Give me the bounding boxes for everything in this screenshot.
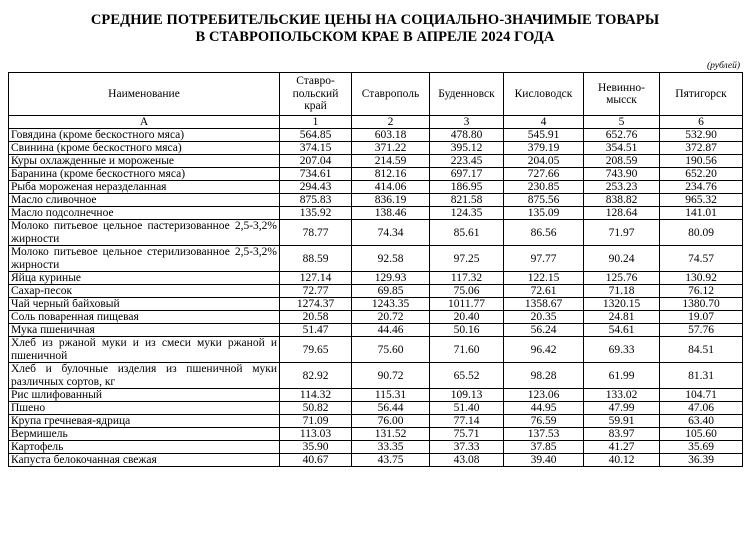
price-cell: 74.57 (660, 246, 743, 272)
price-cell: 40.67 (280, 454, 352, 467)
table-row (9, 337, 743, 363)
numbering-cell: 3 (430, 116, 504, 129)
price-cell: 114.32 (280, 389, 352, 402)
price-cell: 1011.77 (430, 298, 504, 311)
price-cell: 965.32 (660, 194, 743, 207)
product-name-cell: Рис шлифованный (9, 389, 280, 402)
price-cell: 294.43 (280, 181, 352, 194)
product-name-cell: Свинина (кроме бескостного мяса) (9, 142, 280, 155)
table-row (9, 454, 743, 467)
price-cell: 564.85 (280, 129, 352, 142)
price-cell: 47.06 (660, 402, 743, 415)
price-cell: 127.14 (280, 272, 352, 285)
price-cell: 71.09 (280, 415, 352, 428)
price-cell: 186.95 (430, 181, 504, 194)
price-cell: 104.71 (660, 389, 743, 402)
price-cell: 81.31 (660, 363, 743, 389)
price-cell: 69.85 (352, 285, 430, 298)
product-name-cell: Капуста белокочанная свежая (9, 454, 280, 467)
price-cell: 836.19 (352, 194, 430, 207)
price-cell: 50.16 (430, 324, 504, 337)
price-cell: 395.12 (430, 142, 504, 155)
price-cell: 138.46 (352, 207, 430, 220)
price-cell: 141.01 (660, 207, 743, 220)
price-cell: 39.40 (504, 454, 584, 467)
table-row (9, 142, 743, 155)
header-row (9, 73, 743, 116)
price-cell: 1274.37 (280, 298, 352, 311)
unit-label: (рублей) (706, 61, 740, 71)
price-cell: 131.52 (352, 428, 430, 441)
price-cell: 223.45 (430, 155, 504, 168)
numbering-cell: 4 (504, 116, 584, 129)
product-name-cell: Пшено (9, 402, 280, 415)
header-name: Наименование (9, 73, 280, 116)
price-cell: 83.97 (584, 428, 660, 441)
numbering-cell: А (9, 116, 280, 129)
table-row (9, 298, 743, 311)
price-cell: 74.34 (352, 220, 430, 246)
table-row (9, 272, 743, 285)
price-cell: 56.24 (504, 324, 584, 337)
price-cell: 92.58 (352, 246, 430, 272)
price-cell: 84.51 (660, 337, 743, 363)
price-cell: 113.03 (280, 428, 352, 441)
price-cell: 78.77 (280, 220, 352, 246)
price-cell: 57.76 (660, 324, 743, 337)
table-row (9, 246, 743, 272)
table-row (9, 324, 743, 337)
price-cell: 75.71 (430, 428, 504, 441)
price-cell: 37.33 (430, 441, 504, 454)
price-cell: 1243.35 (352, 298, 430, 311)
price-cell: 20.72 (352, 311, 430, 324)
title-line-1: СРЕДНИЕ ПОТРЕБИТЕЛЬСКИЕ ЦЕНЫ НА СОЦИАЛЬНО-ЗНАЧИМЫЕ ТОВАРЫ (90, 12, 660, 28)
price-cell: 204.05 (504, 155, 584, 168)
product-name-cell: Масло сливочное (9, 194, 280, 207)
price-cell: 478.80 (430, 129, 504, 142)
table-row (9, 155, 743, 168)
price-cell: 105.60 (660, 428, 743, 441)
price-cell: 56.44 (352, 402, 430, 415)
table-row (9, 441, 743, 454)
price-cell: 85.61 (430, 220, 504, 246)
price-cell: 40.12 (584, 454, 660, 467)
price-cell: 130.92 (660, 272, 743, 285)
product-name-cell: Хлеб из ржаной муки и из смеси муки ржаной и пшеничной (9, 337, 280, 363)
table-row (9, 415, 743, 428)
header-col-budennovsk: Буденновск (430, 73, 504, 116)
product-name-cell: Яйца куриные (9, 272, 280, 285)
price-cell: 133.02 (584, 389, 660, 402)
table-row (9, 389, 743, 402)
price-cell: 19.07 (660, 311, 743, 324)
header-col-stavropol: Ставрополь (352, 73, 430, 116)
price-cell: 652.76 (584, 129, 660, 142)
price-cell: 115.31 (352, 389, 430, 402)
price-cell: 414.06 (352, 181, 430, 194)
price-cell: 44.95 (504, 402, 584, 415)
price-cell: 128.64 (584, 207, 660, 220)
price-cell: 734.61 (280, 168, 352, 181)
price-cell: 821.58 (430, 194, 504, 207)
price-cell: 20.58 (280, 311, 352, 324)
price-cell: 379.19 (504, 142, 584, 155)
product-name-cell: Крупа гречневая-ядрица (9, 415, 280, 428)
table-body (9, 129, 743, 467)
price-cell: 90.24 (584, 246, 660, 272)
price-cell: 77.14 (430, 415, 504, 428)
product-name-cell: Молоко питьевое цельное стерилизованное 2,5-3,2% жирности (9, 246, 280, 272)
price-cell: 838.82 (584, 194, 660, 207)
price-cell: 1380.70 (660, 298, 743, 311)
price-cell: 135.09 (504, 207, 584, 220)
numbering-cell: 1 (280, 116, 352, 129)
price-cell: 125.76 (584, 272, 660, 285)
price-cell: 190.56 (660, 155, 743, 168)
price-cell: 33.35 (352, 441, 430, 454)
price-cell: 47.99 (584, 402, 660, 415)
price-cell: 20.35 (504, 311, 584, 324)
price-cell: 43.75 (352, 454, 430, 467)
price-cell: 20.40 (430, 311, 504, 324)
price-cell: 76.59 (504, 415, 584, 428)
price-cell: 79.65 (280, 337, 352, 363)
price-cell: 207.04 (280, 155, 352, 168)
product-name-cell: Вермишель (9, 428, 280, 441)
price-cell: 875.56 (504, 194, 584, 207)
price-cell: 214.59 (352, 155, 430, 168)
price-cell: 124.35 (430, 207, 504, 220)
price-cell: 371.22 (352, 142, 430, 155)
table-row (9, 428, 743, 441)
price-cell: 875.83 (280, 194, 352, 207)
price-cell: 109.13 (430, 389, 504, 402)
price-cell: 35.69 (660, 441, 743, 454)
price-cell: 61.99 (584, 363, 660, 389)
product-name-cell: Куры охлажденные и мороженые (9, 155, 280, 168)
price-cell: 97.77 (504, 246, 584, 272)
numbering-cell: 5 (584, 116, 660, 129)
table-row (9, 207, 743, 220)
header-col-region: Ставро-польский край (280, 73, 352, 116)
table-row (9, 129, 743, 142)
product-name-cell: Баранина (кроме бескостного мяса) (9, 168, 280, 181)
price-cell: 80.09 (660, 220, 743, 246)
table-row (9, 168, 743, 181)
price-cell: 98.28 (504, 363, 584, 389)
header-col-pyatigorsk: Пятигорск (660, 73, 743, 116)
price-table (8, 72, 743, 467)
product-name-cell: Хлеб и булочные изделия из пшеничной муки различных сортов, кг (9, 363, 280, 389)
price-cell: 97.25 (430, 246, 504, 272)
price-cell: 71.60 (430, 337, 504, 363)
price-cell: 727.66 (504, 168, 584, 181)
numbering-cell: 2 (352, 116, 430, 129)
header-col-kislovodsk: Кисловодск (504, 73, 584, 116)
price-cell: 36.39 (660, 454, 743, 467)
numbering-cell: 6 (660, 116, 743, 129)
price-cell: 96.42 (504, 337, 584, 363)
price-cell: 812.16 (352, 168, 430, 181)
price-cell: 43.08 (430, 454, 504, 467)
price-cell: 545.91 (504, 129, 584, 142)
price-cell: 208.59 (584, 155, 660, 168)
price-cell: 72.77 (280, 285, 352, 298)
price-cell: 90.72 (352, 363, 430, 389)
price-cell: 117.32 (430, 272, 504, 285)
table-row (9, 194, 743, 207)
price-cell: 65.52 (430, 363, 504, 389)
product-name-cell: Мука пшеничная (9, 324, 280, 337)
price-cell: 76.12 (660, 285, 743, 298)
product-name-cell: Говядина (кроме бескостного мяса) (9, 129, 280, 142)
price-cell: 135.92 (280, 207, 352, 220)
product-name-cell: Картофель (9, 441, 280, 454)
product-name-cell: Масло подсолнечное (9, 207, 280, 220)
price-cell: 50.82 (280, 402, 352, 415)
price-cell: 253.23 (584, 181, 660, 194)
price-cell: 24.81 (584, 311, 660, 324)
table-row (9, 285, 743, 298)
table-row (9, 220, 743, 246)
table-row (9, 181, 743, 194)
price-cell: 59.91 (584, 415, 660, 428)
price-cell: 35.90 (280, 441, 352, 454)
header-col-nevinnomyssk: Невинно-мысск (584, 73, 660, 116)
price-cell: 86.56 (504, 220, 584, 246)
price-cell: 51.40 (430, 402, 504, 415)
product-name-cell: Рыба мороженая неразделанная (9, 181, 280, 194)
price-cell: 137.53 (504, 428, 584, 441)
price-cell: 75.06 (430, 285, 504, 298)
product-name-cell: Соль поваренная пищевая (9, 311, 280, 324)
price-cell: 37.85 (504, 441, 584, 454)
price-cell: 71.97 (584, 220, 660, 246)
product-name-cell: Сахар-песок (9, 285, 280, 298)
table-row (9, 363, 743, 389)
table-row (9, 311, 743, 324)
price-cell: 230.85 (504, 181, 584, 194)
price-cell: 532.90 (660, 129, 743, 142)
price-cell: 82.92 (280, 363, 352, 389)
table-row (9, 402, 743, 415)
price-cell: 374.15 (280, 142, 352, 155)
price-cell: 1320.15 (584, 298, 660, 311)
price-cell: 54.61 (584, 324, 660, 337)
price-cell: 75.60 (352, 337, 430, 363)
price-cell: 122.15 (504, 272, 584, 285)
title-line-2: В СТАВРОПОЛЬСКОМ КРАЕ В АПРЕЛЕ 2024 ГОДА (195, 29, 555, 45)
price-cell: 652.20 (660, 168, 743, 181)
numbering-row (9, 116, 743, 129)
price-cell: 123.06 (504, 389, 584, 402)
price-cell: 69.33 (584, 337, 660, 363)
price-cell: 697.17 (430, 168, 504, 181)
price-cell: 51.47 (280, 324, 352, 337)
document-title (0, 12, 750, 46)
product-name-cell: Молоко питьевое цельное пастеризованное 2,5-3,2% жирности (9, 220, 280, 246)
price-cell: 603.18 (352, 129, 430, 142)
price-cell: 129.93 (352, 272, 430, 285)
price-cell: 354.51 (584, 142, 660, 155)
price-cell: 1358.67 (504, 298, 584, 311)
price-cell: 63.40 (660, 415, 743, 428)
price-cell: 76.00 (352, 415, 430, 428)
price-cell: 234.76 (660, 181, 743, 194)
price-cell: 71.18 (584, 285, 660, 298)
price-cell: 372.87 (660, 142, 743, 155)
price-cell: 88.59 (280, 246, 352, 272)
price-cell: 44.46 (352, 324, 430, 337)
price-cell: 41.27 (584, 441, 660, 454)
product-name-cell: Чай черный байховый (9, 298, 280, 311)
price-cell: 743.90 (584, 168, 660, 181)
price-cell: 72.61 (504, 285, 584, 298)
